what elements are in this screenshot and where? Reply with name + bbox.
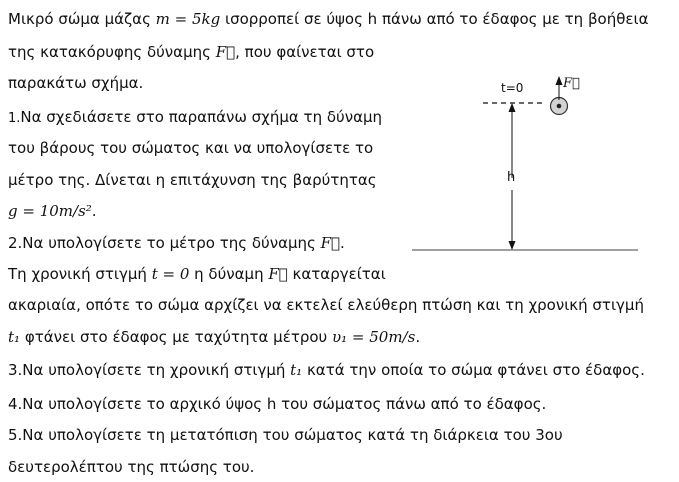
text-segment: η δύναμη bbox=[189, 265, 269, 283]
text-segment: του βάρους του σώματος και να υπολογίσετε το bbox=[8, 139, 374, 157]
text-segment: ακαριαία, οπότε το σώμα αρχίζει να εκτελεί ελεύθερη πτώση και τη χρονική στιγμή bbox=[8, 296, 644, 314]
math-mass: m = 5kg bbox=[155, 10, 221, 28]
math-gravity: g = 10m/s² bbox=[8, 202, 92, 220]
text-segment: ισορροπεί σε ύψος h πάνω από το έδαφος με τη βοήθεια bbox=[220, 10, 649, 28]
math-force-vector: F⃗ bbox=[215, 43, 236, 61]
text-segment: , που φαίνεται στο bbox=[235, 43, 375, 61]
text-segment: της κατακόρυφης δύναμης bbox=[8, 43, 216, 61]
text-segment: παρακάτω σχήμα. bbox=[8, 74, 144, 92]
math-force-vector: F⃗ bbox=[320, 234, 341, 252]
time-label: t=0 bbox=[501, 81, 524, 95]
text-segment: μέτρο της. Δίνεται η επιτάχυνση της βαρύτητας bbox=[8, 171, 377, 189]
question-number: 1. bbox=[8, 111, 21, 126]
text-segment: . bbox=[415, 328, 421, 346]
math-force-vector: F⃗ bbox=[268, 265, 288, 283]
text-segment: φτάνει στο έδαφος με ταχύτητα μέτρου bbox=[20, 328, 332, 346]
text-segment: 3.Να υπολογίσετε τη χρονική στιγμή bbox=[8, 361, 291, 379]
height-label: h bbox=[507, 170, 516, 185]
text-segment: . bbox=[340, 234, 345, 252]
math-t1: t₁ bbox=[8, 328, 21, 346]
text-segment: καταργείται bbox=[287, 265, 386, 283]
math-velocity: υ₁ = 50m/s bbox=[332, 328, 416, 346]
math-t0: t = 0 bbox=[151, 265, 190, 283]
text-segment: Μικρό σώμα μάζας bbox=[8, 10, 156, 28]
text-segment: . bbox=[91, 202, 97, 220]
math-t1: t₁ bbox=[290, 361, 303, 379]
text-segment: 4.Να υπολογίσετε το αρχικό ύψος h του σώματος πάνω από το έδαφος. bbox=[8, 395, 547, 413]
mass-center-dot bbox=[557, 104, 562, 109]
text-segment: 2.Να υπολογίσετε το μέτρο της δύναμης bbox=[8, 234, 321, 252]
text-segment: Να σχεδιάσετε στο παραπάνω σχήμα τη δύναμη bbox=[20, 108, 383, 126]
text-segment: 5.Να υπολογίσετε τη μετατόπιση του σώματος κατά τη διάρκεια του 3ου bbox=[8, 426, 563, 444]
text-segment: Τη χρονική στιγμή bbox=[8, 265, 152, 283]
text-segment: κατά την οποία το σώμα φτάνει στο έδαφος. bbox=[302, 361, 645, 379]
force-label: F⃗ bbox=[563, 76, 580, 91]
text-segment: δευτερολέπτου της πτώσης του. bbox=[8, 458, 255, 476]
